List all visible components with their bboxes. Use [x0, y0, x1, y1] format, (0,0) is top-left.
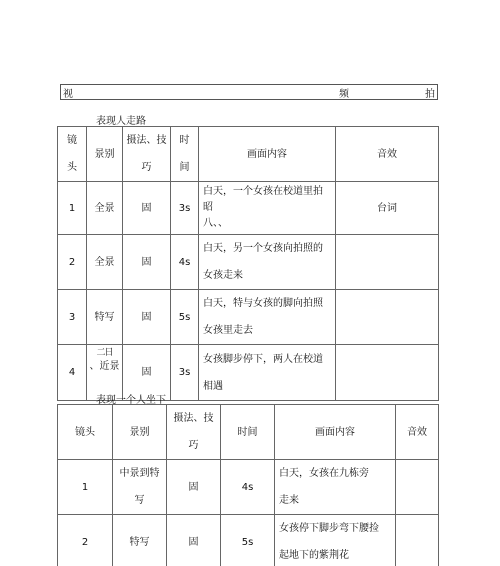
table2-caption: 表现一个人坐下 [96, 395, 166, 406]
sitting-shot-table [57, 404, 439, 566]
table1-caption: 表现人走路 [96, 116, 146, 127]
table-header-row [58, 405, 439, 460]
title-part-2: 频 [339, 88, 349, 100]
header-sound: 音效 [336, 127, 439, 182]
header-technique: 摄法、技 巧 [167, 405, 221, 460]
header-time: 时 间 [171, 127, 199, 182]
table-row: 4 二日 、近景 固 3s 女孩脚步停下，两人在校道 相遇 [58, 345, 439, 401]
table-row: 1 中景到特 写 固 4s 白天，女孩在九栋旁 走来 [58, 460, 439, 515]
table-row: 2 全景 固 4s 白天，另一个女孩向拍照的 女孩走来 [58, 235, 439, 290]
table-row: 2 特写 固 5s 女孩停下脚步弯下腰捡 起地下的紫荆花 [58, 515, 439, 566]
header-shot: 镜头 [58, 405, 113, 460]
video-title-bar [60, 84, 438, 100]
header-time: 时间 [221, 405, 275, 460]
table-row: 3 特写 固 5s 白天，特与女孩的脚向拍照 女孩里走去 [58, 290, 439, 345]
table-row: 1 全景 固 3s 白天，一个女孩在校道里拍 昭 八、、 台词 [58, 182, 439, 235]
title-part-1: 视 [63, 88, 73, 100]
header-content: 画面内容 [199, 127, 336, 182]
header-shot: 镜 头 [58, 127, 87, 182]
walking-shot-table [57, 126, 439, 401]
header-scene: 景别 [87, 127, 123, 182]
header-content: 画面内容 [275, 405, 396, 460]
table-header-row [58, 127, 439, 182]
header-technique: 摄法、技 巧 [123, 127, 171, 182]
title-part-3: 拍 [425, 88, 435, 100]
header-sound: 音效 [396, 405, 439, 460]
header-scene: 景别 [113, 405, 167, 460]
